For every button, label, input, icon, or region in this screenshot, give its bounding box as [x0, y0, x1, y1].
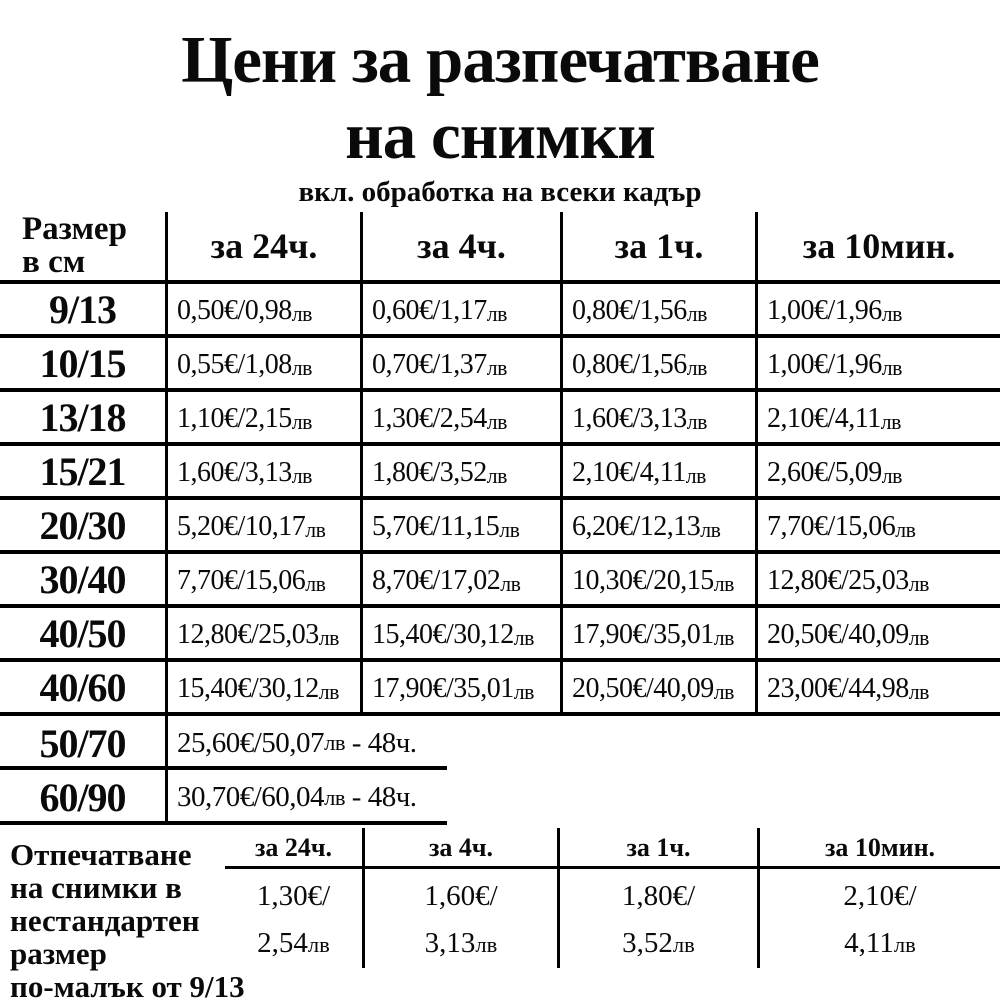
price-value: 0,60€/1,17: [372, 295, 487, 326]
mini-price-lev-value: 3,13: [424, 927, 476, 959]
lev-unit: лв: [686, 356, 707, 380]
lev-unit: лв: [881, 464, 902, 488]
price-cell: [360, 446, 560, 496]
lev-unit: лв: [291, 464, 312, 488]
label-line: размер: [10, 936, 107, 971]
lev-unit: лв: [486, 302, 507, 326]
price-cell: [165, 392, 360, 442]
price-value: 0,80€/1,56: [572, 295, 687, 326]
lev-unit: лв: [672, 932, 695, 957]
price-value: 23,00€/44,98: [767, 673, 909, 704]
price-value: 2,10€/4,11: [767, 403, 881, 434]
table-row-40-50: [0, 608, 1000, 662]
size-header-line1: Размер: [22, 211, 127, 247]
mini-price-cell: [225, 868, 362, 968]
size-header-line2: в см: [22, 244, 86, 280]
price-value: 8,70€/17,02: [372, 565, 501, 596]
title-line-1: Цени за разпечатване: [181, 23, 819, 97]
price-cell: [165, 284, 360, 334]
price-table: [0, 212, 1000, 825]
price-value: 0,70€/1,37: [372, 349, 487, 380]
price-cell: [165, 338, 360, 388]
price-value: 1,60€/3,13: [572, 403, 687, 434]
lev-unit: лв: [686, 410, 707, 434]
mini-column-4h: [362, 828, 557, 968]
turnaround-suffix: - 48ч.: [345, 726, 417, 759]
price-value: 5,70€/11,15: [372, 511, 500, 542]
column-header-4h: за 4ч.: [360, 212, 560, 280]
subtitle: вкл. обработка на всеки кадър: [298, 176, 702, 208]
lev-unit: лв: [305, 572, 326, 596]
lev-unit: лв: [713, 626, 734, 650]
mini-price-lev-value: 4,11: [844, 927, 894, 959]
lev-unit: лв: [324, 730, 346, 755]
lev-unit: лв: [324, 784, 346, 810]
price-cell: [755, 554, 1000, 604]
mini-price-lev: [225, 920, 362, 968]
lev-unit: лв: [305, 518, 326, 542]
label-line: Отпечатване: [10, 837, 192, 872]
lev-unit: лв: [881, 302, 902, 326]
price-value: 12,80€/25,03: [767, 565, 909, 596]
lev-unit: лв: [908, 626, 929, 650]
price-cell: [755, 608, 1000, 658]
price-cell: [165, 446, 360, 496]
lev-unit: лв: [908, 680, 929, 704]
mini-price-cell: [760, 868, 1000, 968]
label-line: на снимки в: [10, 870, 182, 905]
table-row-15-21: [0, 446, 1000, 500]
table-row-10-15: [0, 338, 1000, 392]
mini-header: за 24ч.: [254, 833, 333, 862]
table-row-9-13: [0, 284, 1000, 338]
mini-price-eur: 1,60€/: [424, 880, 498, 912]
table-row-13-18: [0, 392, 1000, 446]
price-value: 2,60€/5,09: [767, 457, 882, 488]
table-row-60-90: [0, 770, 1000, 825]
size-cell: 10/15: [39, 340, 126, 386]
lev-unit: лв: [486, 464, 507, 488]
price-value: 30,70€/60,04: [177, 781, 325, 813]
lev-unit: лв: [486, 410, 507, 434]
price-value: 7,70€/15,06: [177, 565, 306, 596]
lev-unit: лв: [291, 302, 312, 326]
size-cell: 20/30: [39, 502, 126, 548]
price-value: 5,20€/10,17: [177, 511, 306, 542]
price-cell: [360, 500, 560, 550]
lev-unit: лв: [291, 356, 312, 380]
mini-price-eur: 1,80€/: [621, 880, 696, 912]
page-title: [0, 22, 1000, 174]
price-cell: [165, 608, 360, 658]
size-column-header: [0, 212, 165, 280]
table-row-20-30: [0, 500, 1000, 554]
price-value: 20,50€/40,09: [572, 673, 714, 704]
size-cell: 15/21: [39, 448, 126, 494]
size-cell: 9/13: [48, 286, 117, 332]
price-cell: [360, 662, 560, 712]
column-header-24h: за 24ч.: [165, 212, 360, 280]
lev-unit: лв: [291, 410, 312, 434]
lev-unit: лв: [513, 626, 534, 650]
price-cell: [755, 392, 1000, 442]
mini-header: за 1ч.: [626, 833, 691, 862]
table-row-30-40: [0, 554, 1000, 608]
price-value: 20,50€/40,09: [767, 619, 909, 650]
price-cell-48h: [165, 770, 1000, 825]
lev-unit: лв: [500, 572, 521, 596]
price-value: 15,40€/30,12: [177, 673, 319, 704]
size-cell: 60/90: [39, 775, 126, 820]
price-value: 1,00€/1,96: [767, 349, 882, 380]
turnaround-suffix: - 48ч.: [345, 781, 417, 813]
lev-unit: лв: [908, 572, 929, 596]
label-line: нестандартен: [10, 903, 200, 938]
column-header-1h: за 1ч.: [560, 212, 755, 280]
price-value: 12,80€/25,03: [177, 619, 319, 650]
mini-column-24h: [225, 828, 362, 968]
mini-price-cell: [560, 868, 757, 968]
size-cell: 40/50: [39, 610, 126, 656]
price-cell: [560, 284, 755, 334]
mini-column-10min: [757, 828, 1000, 968]
size-cell: 50/70: [39, 720, 126, 766]
price-cell: [560, 446, 755, 496]
mini-column-1h: [557, 828, 757, 968]
price-value: 1,80€/3,52: [372, 457, 487, 488]
mini-price-cell: [365, 868, 557, 968]
price-cell: [560, 338, 755, 388]
column-header-10min: за 10мин.: [755, 212, 1000, 280]
mini-price-eur: 2,10€/: [843, 880, 917, 912]
lev-unit: лв: [475, 932, 498, 957]
price-cell: [360, 284, 560, 334]
mini-header: за 10мин.: [824, 833, 936, 862]
price-cell: [560, 662, 755, 712]
price-value: 10,30€/20,15: [572, 565, 714, 596]
price-cell: [360, 554, 560, 604]
price-value: 17,90€/35,01: [372, 673, 514, 704]
price-cell: [755, 338, 1000, 388]
mini-price-lev: [560, 920, 757, 968]
price-cell: [755, 500, 1000, 550]
price-value: 0,80€/1,56: [572, 349, 687, 380]
price-value: 6,20€/12,13: [572, 511, 701, 542]
price-value: 1,60€/3,13: [177, 457, 292, 488]
price-cell: [560, 392, 755, 442]
size-cell: 30/40: [39, 556, 126, 602]
lev-unit: лв: [881, 356, 902, 380]
mini-price-lev: [365, 920, 557, 968]
lev-unit: лв: [895, 518, 916, 542]
table-header-row: [0, 212, 1000, 284]
price-cell: [165, 500, 360, 550]
price-value: 25,60€/50,07: [177, 726, 325, 759]
lev-unit: лв: [713, 572, 734, 596]
title-line-2: на снимки: [345, 99, 655, 173]
price-value: 2,10€/4,11: [572, 457, 686, 488]
price-cell: [165, 662, 360, 712]
price-value: 1,00€/1,96: [767, 295, 882, 326]
price-cell: [360, 338, 560, 388]
lev-unit: лв: [700, 518, 721, 542]
lev-unit: лв: [318, 626, 339, 650]
mini-price-lev: [760, 920, 1000, 968]
price-value: 0,55€/1,08: [177, 349, 292, 380]
price-value: 7,70€/15,06: [767, 511, 896, 542]
nonstandard-size-section: [0, 825, 1000, 1000]
lev-unit: лв: [880, 410, 901, 434]
mini-price-lev-value: 3,52: [622, 927, 673, 959]
lev-unit: лв: [486, 356, 507, 380]
lev-unit: лв: [307, 932, 330, 957]
lev-unit: лв: [713, 680, 734, 704]
price-value: 15,40€/30,12: [372, 619, 514, 650]
price-cell: [560, 500, 755, 550]
price-cell: [755, 284, 1000, 334]
label-line: по-малък от 9/13: [10, 969, 245, 1000]
table-row-50-70: [0, 716, 1000, 770]
lev-unit: лв: [686, 302, 707, 326]
price-value: 0,50€/0,98: [177, 295, 292, 326]
size-cell: 40/60: [39, 664, 126, 710]
mini-header: за 4ч.: [428, 833, 494, 862]
mini-price-lev-value: 2,54: [257, 927, 308, 959]
lev-unit: лв: [513, 680, 534, 704]
price-cell: [755, 662, 1000, 712]
price-value: 1,10€/2,15: [177, 403, 292, 434]
nonstandard-price-table: [225, 828, 1000, 959]
price-cell: [165, 554, 360, 604]
price-value: 17,90€/35,01: [572, 619, 714, 650]
price-cell: [360, 392, 560, 442]
price-value: 1,30€/2,54: [372, 403, 487, 434]
lev-unit: лв: [499, 518, 520, 542]
lev-unit: лв: [893, 932, 916, 957]
price-cell: [755, 446, 1000, 496]
table-row-40-60: [0, 662, 1000, 716]
lev-unit: лв: [685, 464, 706, 488]
price-cell: [360, 608, 560, 658]
price-cell: [560, 608, 755, 658]
size-cell: 13/18: [39, 394, 126, 440]
price-cell: [560, 554, 755, 604]
price-cell-48h: [165, 716, 1000, 770]
mini-price-eur: 1,30€/: [256, 880, 331, 912]
lev-unit: лв: [318, 680, 339, 704]
